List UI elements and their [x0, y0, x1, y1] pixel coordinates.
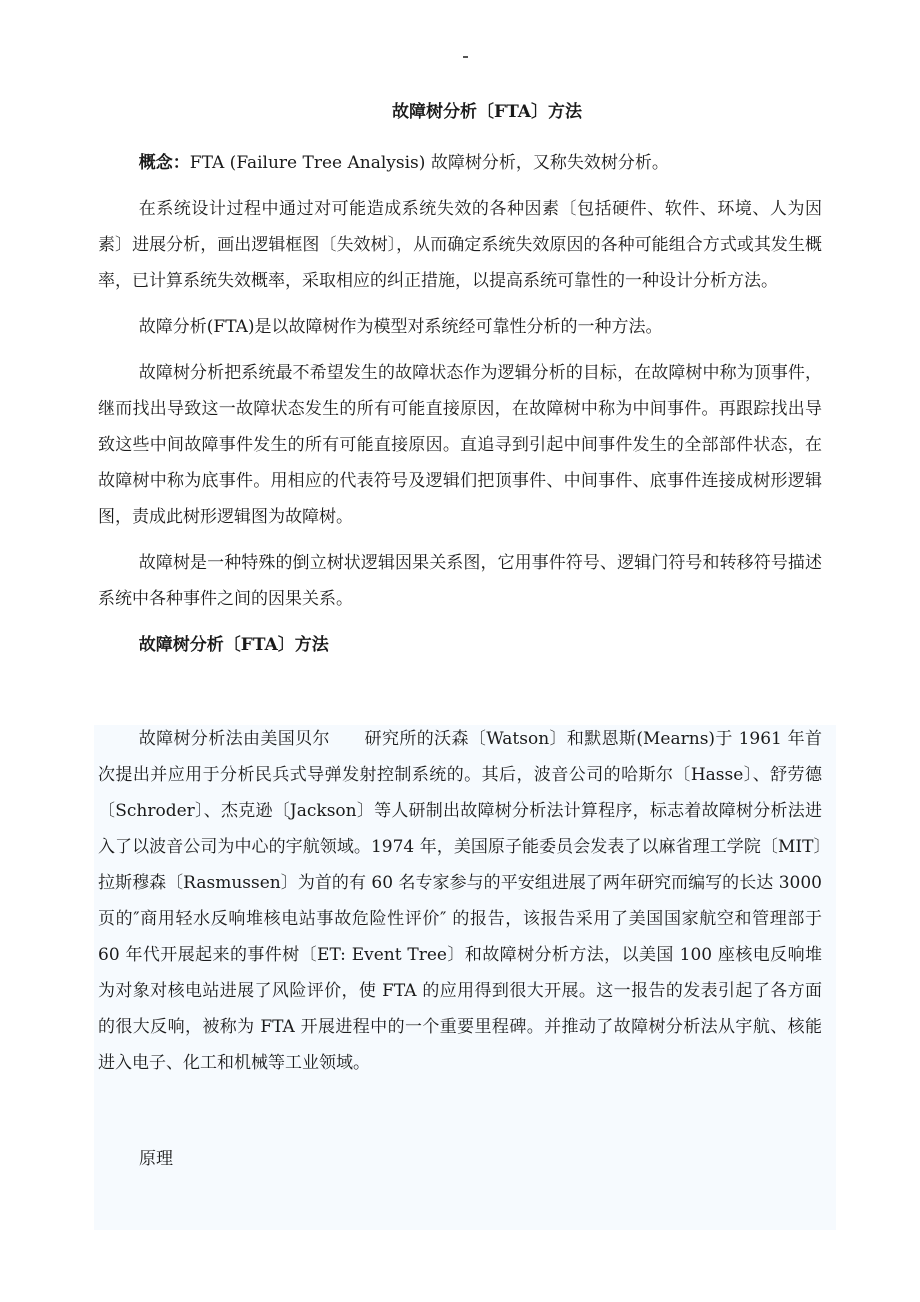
concept-paragraph	[98, 145, 822, 181]
section-heading: 故障树分析〔FTA〕方法	[138, 635, 329, 655]
concept-label: 概念：	[138, 153, 190, 173]
page-marker	[463, 56, 468, 58]
history-paragraph: 故障树分析法由美国贝尔 研究所的沃森〔Watson〕和默恩斯(Mearns)于 1961 年首次提出并应用于分析民兵式导弹发射控制系统的。其后，波音公司的哈斯尔〔Hasse〕、舒劳德〔Schroder〕、杰克逊〔Jackson〕等人研制出故障树分析法计算程序，标志着故障树分析法进入了以波音公司为中心的宇航领域。1974 年，美国原子能委员会发表了以麻省理工学院〔MIT〕拉斯穆森〔Rasmussen〕为首的有 60 名专家参与的平安组进展了两年研究而编写的长达 3000 页的″商用轻水反响堆核电站事故危险性评价″ 的报告，该报告采用了美国国家航空和管理部于 60 年代开展起来的事件树〔ET: Event Tree〕和故障树分析方法，以美国 100 座核电反响堆为对象对核电站进展了风险评价，使 FTA 的应用得到很大开展。这一报告的发表引起了各方面的很大反响，被称为 FTA 开展进程中的一个重要里程碑。并推动了故障树分析法从宇航、核能进入电子、化工和机械等工业领域。	[98, 729, 822, 1073]
history-section	[98, 721, 822, 1081]
paragraph-definition: 在系统设计过程中通过对可能造成系统失效的各种因素〔包括硬件、软件、环境、人为因素〕进展分析，画出逻辑框图〔失效树〕，从而确定系统失效原因的各种可能组合方式或其发生概率，已计算系统失效概率，采取相应的纠正措施，以提高系统可靠性的一种设计分析方法。	[98, 199, 822, 291]
paragraph-fault-tree: 故障树是一种特殊的倒立树状逻辑因果关系图，它用事件符号、逻辑门符号和转移符号描述系统中各种事件之间的因果关系。	[98, 553, 822, 609]
principle-heading: 原理	[139, 1149, 173, 1169]
concept-text: FTA (Failure Tree Analysis) 故障树分析，又称失效树分析。	[189, 153, 669, 173]
document-body	[98, 145, 822, 663]
paragraph-top-event: 故障树分析把系统最不希望发生的故障状态作为逻辑分析的目标，在故障树中称为顶事件，继而找出导致这一故障状态发生的所有可能直接原因，在故障树中称为中间事件。再跟踪找出导致这些中间故障事件发生的所有可能直接原因。直追寻到引起中间事件发生的全部部件状态，在故障树中称为底事件。用相应的代表符号及逻辑们把顶事件、中间事件、底事件连接成树形逻辑图，责成此树形逻辑图为故障树。	[98, 363, 822, 527]
document-title: 故障树分析〔FTA〕方法	[392, 102, 582, 122]
paragraph-fta-method: 故障分析(FTA)是以故障树作为模型对系统经可靠性分析的一种方法。	[138, 317, 663, 337]
